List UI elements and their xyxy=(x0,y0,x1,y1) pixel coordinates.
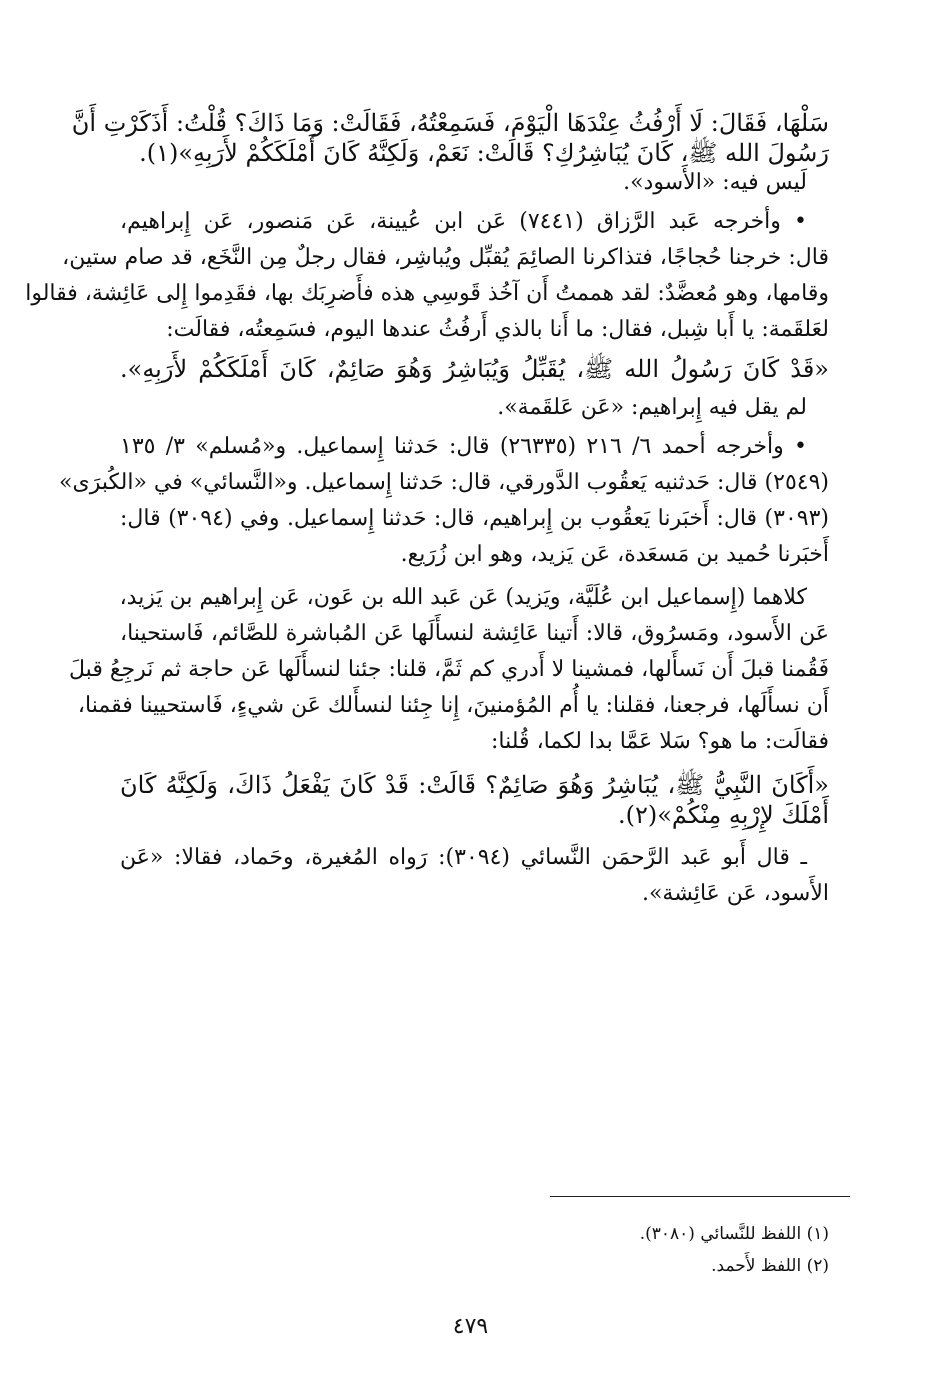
text-line: (٢٥٤٩) قال: حَدثنيه يَعقُوب الدَّورقي، قال: حَدثنا إِسماعيل. و«النَّسائي» في «الكُبرَى» xyxy=(59,470,829,495)
text-line: وقامها، وهو مُعضَّدٌ: لقد هممتُ أَن آخُذ قَوسِي هذه فأَضرِبَك بها، فقَدِموا إِلى عَائِشة، فقالوا xyxy=(25,281,829,306)
text-line: فَقُمنا قبلَ أَن نَسأَلها، فمشينا لا أَدري كم ثَمَّ، قلنا: جئنا لنسأَلَها عَن حاجة ثم نَرجِعُ قبلَ xyxy=(69,657,829,682)
text-line: أَن نسأَلَها، فرجعنا، فقلنا: يا أُم المُؤمنينَ، إِنا جِئنا لنسأَلك عَن شيءٍ، فَاستحيينا فقمنا، xyxy=(77,693,829,718)
page-number: ٤٧٩ xyxy=(452,1314,489,1339)
text-line: (٣٠٩٣) قال: أَخبَرنا يَعقُوب بن إِبراهيم، قال: حَدثنا إِسماعيل. وفي (٣٠٩٤) قال: xyxy=(120,506,829,531)
footnote-2: (٢) اللفظ لأَحمد. xyxy=(711,1256,829,1276)
text-line: ـ قال أَبو عَبد الرَّحمَن النَّسائي (٣٠٩٤): رَواه المُغيرة، وحَماد، فقالا: «عَن xyxy=(120,845,807,870)
footnote-divider xyxy=(550,1196,850,1197)
text-line: سَلْهَا، فَقَالَ: لَا أَرْفُثُ عِنْدَهَا الْيَوْمَ، فَسَمِعْتُهُ، فَقَالَتْ: وَمَا ذَاكَ؟ قُلْتُ: أَذَكَرْتِ أَنَّ xyxy=(71,109,829,137)
text-line: «أَكَانَ النَّبِيُّ ﷺ، يُبَاشِرُ وَهُوَ صَائِمٌ؟ قَالَتْ: قَدْ كَانَ يَفْعَلُ ذَاكَ، وَلَكِنَّهُ كَانَ xyxy=(120,771,829,799)
text-line: • وأخرجه عَبد الرَّزاق (٧٤٤١) عَن ابن عُيينة، عَن مَنصور، عَن إِبراهيم، xyxy=(120,209,807,234)
text-line: الأَسود، عَن عَائِشة». xyxy=(641,881,829,906)
text-line: أَخبَرنا حُميد بن مَسعَدة، عَن يَزيد، وهو ابن زُرَيع. xyxy=(400,542,829,567)
text-line: كلاهما (إِسماعيل ابن عُلَيَّة، ويَزيد) عَن عَبد الله بن عَون، عَن إِبراهيم بن يَزيد، xyxy=(119,585,807,610)
text-line: • وأخرجه أحمد ٦/ ٢١٦ (٢٦٣٣٥) قال: حَدثنا إِسماعيل. و«مُسلم» ٣/ ١٣٥ xyxy=(120,434,807,459)
text-line: عَن الأَسود، ومَسرُوق، قالا: أَتينا عَائِشة لنسأَلَها عَن المُباشرة للصَّائم، فَاستحينا، xyxy=(120,621,829,646)
text-line: رَسُولَ الله ﷺ، كَانَ يُبَاشِرُكِ؟ قَالَتْ: نَعَمْ، وَلَكِنَّهُ كَانَ أَمْلَكَكُمْ لأَرَبِهِ»(١). xyxy=(139,139,829,167)
footnotes xyxy=(409,1218,829,1282)
text-line: لَيس فيه: «الأَسود». xyxy=(623,170,807,195)
footnote-1: (١) اللفظ للنَّسائي (٣٠٨٠). xyxy=(639,1224,829,1244)
text-line: فقالَت: ما هو؟ سَلا عَمَّا بدا لكما، قُلنا: xyxy=(491,729,829,754)
text-line: «قَدْ كَانَ رَسُولُ الله ﷺ، يُقَبِّلُ وَيُبَاشِرُ وَهُوَ صَائِمٌ، كَانَ أَمْلَكَكُمْ لأَرَبِهِ». xyxy=(120,355,829,383)
text-line: أَمْلَكَ لإِرْبِهِ مِنْكُمْ»(٢). xyxy=(617,801,829,829)
text-line: لم يقل فيه إِبراهيم: «عَن عَلقَمة». xyxy=(497,395,807,420)
text-line: لعَلقَمة: يا أَبا شِبل، فقال: ما أَنا بالذي أَرفُثُ عندها اليوم، فسَمِعتُه، فقالَت: xyxy=(166,317,829,342)
main-text xyxy=(25,108,829,909)
text-line: قال: خرجنا حُجاجًا، فتذاكرنا الصائِمَ يُقبِّل ويُباشِر، فقال رجلٌ مِن النَّخَع، قد صام ستين، xyxy=(62,245,829,270)
